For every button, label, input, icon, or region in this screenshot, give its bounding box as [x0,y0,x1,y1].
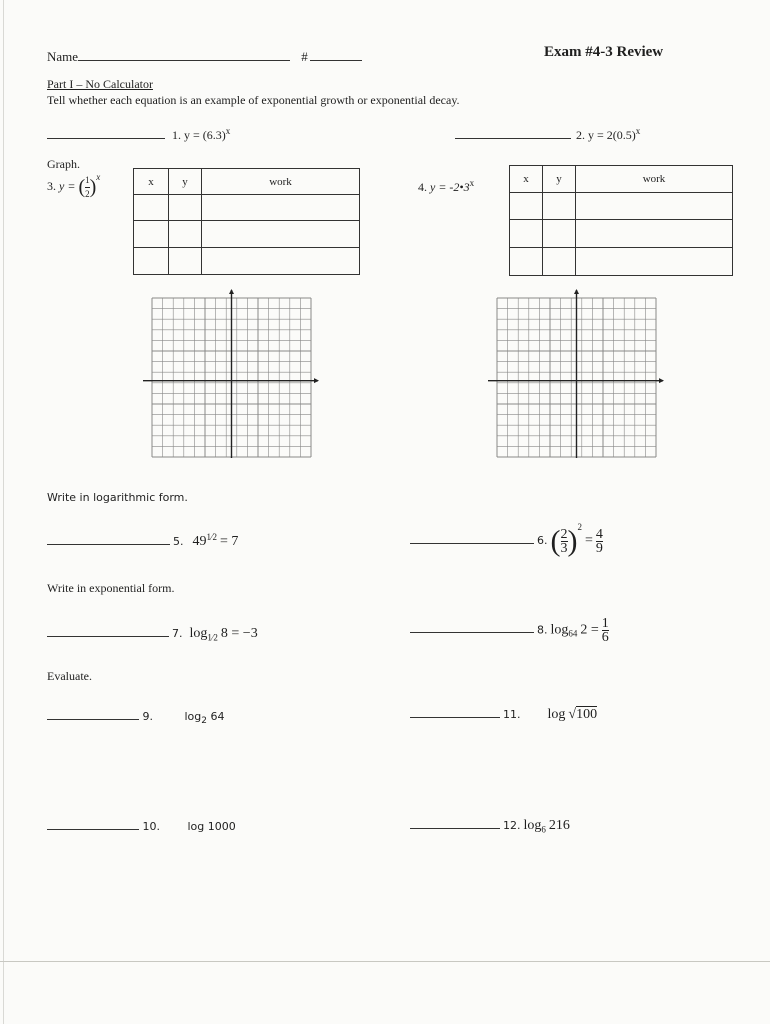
problem-4: 4. $y = -2•3^x$ [418,178,475,194]
answer-blank-8[interactable] [410,618,534,633]
problem-7: 7. $\log_{1⁄2} 8 = -3$ [47,622,258,642]
table-cell[interactable] [543,248,576,276]
table-problem-3 [133,168,360,275]
coordinate-grid-4[interactable] [487,288,667,460]
exp-form-label: Write in exponential form. [47,581,175,595]
table-cell[interactable] [134,195,169,221]
y-axis-arrow [574,289,579,294]
answer-blank-9[interactable] [47,705,139,720]
evaluate-label: Evaluate. [47,669,92,683]
table-cell[interactable] [134,248,169,275]
coordinate-grid-3[interactable] [142,288,322,460]
problem-3: 3. y = ( $\frac{1}{2}$ )$^x$ [47,172,101,199]
table-cell[interactable] [202,195,360,221]
table-cell[interactable] [202,248,360,275]
table-cell[interactable] [510,193,543,220]
table-cell[interactable] [543,193,576,220]
table-cell[interactable] [202,221,360,248]
table-cell[interactable] [510,248,543,276]
answer-blank-10[interactable] [47,815,139,830]
problem-1: 1. $y = (6.3)^x$ [47,124,230,143]
problem-5: 5. $49^{1⁄2} = 7$ [47,530,238,550]
table-problem-4 [509,165,733,276]
answer-blank-1[interactable] [47,124,165,139]
name-blank[interactable] [78,46,290,61]
table-cell[interactable] [134,221,169,248]
table-cell[interactable] [510,220,543,248]
part-heading: Part I – No Calculator [47,77,153,91]
answer-blank-6[interactable] [410,529,534,544]
header-x: x [134,169,169,195]
table-cell[interactable] [169,195,202,221]
x-axis-arrow [659,378,664,383]
number-blank[interactable] [310,46,362,61]
name-field: Name # [47,46,362,65]
exam-title: Exam #4-3 Review [544,44,664,60]
problem-6: 6. ( $\frac{2}{3}$ )$^2$ = $\frac{4}{9}$ [410,522,603,558]
header-x: x [510,166,543,193]
problem-8: 8. $\log_{64} 2$ = $\frac{1}{6}$ [410,617,609,644]
x-axis-arrow [314,378,319,383]
table-cell[interactable] [543,220,576,248]
answer-blank-2[interactable] [455,124,571,139]
problem-10: 10. log 1000 [47,815,236,833]
header-y: y [169,169,202,195]
problem-9: 9. $\log_2 64$ [47,705,225,726]
header-work: work [202,169,360,195]
page-bottom-edge [0,961,770,962]
answer-blank-12[interactable] [410,814,500,829]
page-edge [3,0,4,1024]
instructions: Tell whether each equation is an example of exponential growth or exponential decay. [47,93,460,107]
table-cell[interactable] [169,221,202,248]
table-cell[interactable] [576,220,733,248]
y-axis-arrow [229,289,234,294]
problem-11: 11. log √100 [410,703,597,723]
problem-12: 12. $\log_6 216$ [410,814,570,834]
answer-blank-5[interactable] [47,530,170,545]
header-work: work [576,166,733,193]
header-y: y [543,166,576,193]
answer-blank-7[interactable] [47,622,169,637]
table-cell[interactable] [576,248,733,276]
table-cell[interactable] [576,193,733,220]
log-form-label: Write in logarithmic form. [47,491,188,504]
graph-label: Graph. [47,157,80,171]
problem-2: 2. $y = 2(0.5)^x$ [455,124,640,143]
answer-blank-11[interactable] [410,703,500,718]
table-cell[interactable] [169,248,202,275]
